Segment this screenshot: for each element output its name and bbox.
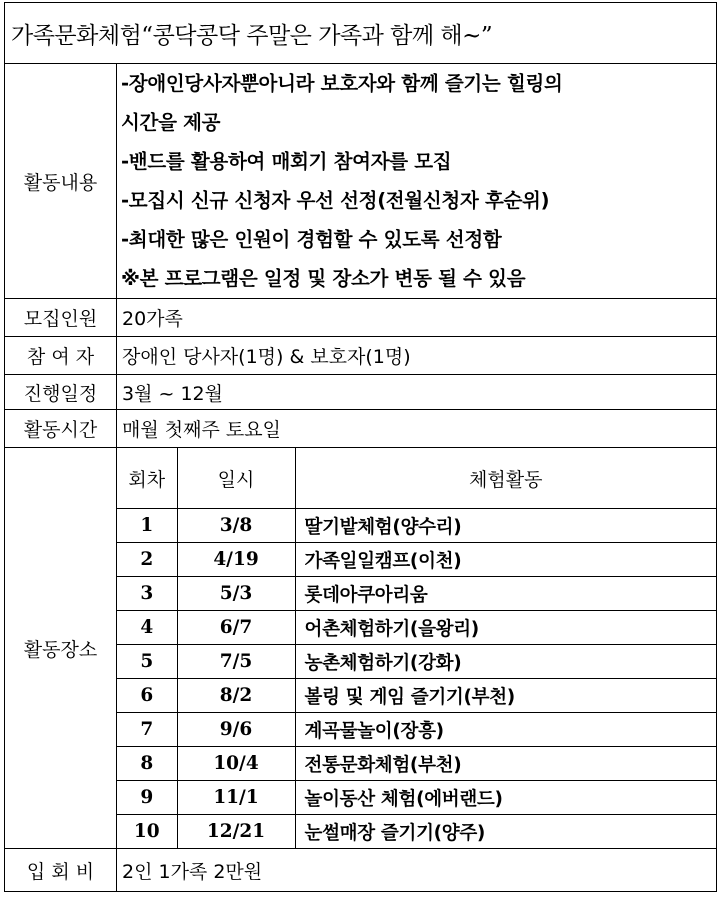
participants-label: 참 여 자: [5, 337, 117, 375]
content-line: -장애인당사자뿐아니라 보호자와 함께 즐기는 힐링의: [121, 72, 563, 95]
recruitment-label: 모집인원: [5, 299, 117, 337]
header-activity: 체험활동: [295, 448, 716, 509]
recruitment-value: 20가족: [117, 299, 717, 337]
session-activity: 볼링 및 게임 즐기기(부천): [295, 679, 716, 713]
session-activity: 딸기밭체험(양수리): [295, 509, 716, 543]
session-number: 4: [117, 611, 177, 645]
session-number: 9: [117, 781, 177, 815]
schedule-row: [117, 577, 716, 611]
activity-time-value: 매월 첫째주 토요일: [117, 410, 717, 448]
schedule-row: [117, 747, 716, 781]
session-date: 7/5: [177, 645, 295, 679]
schedule-row: [117, 645, 716, 679]
session-activity: 어촌체험하기(을왕리): [295, 611, 716, 645]
session-activity: 전통문화체험(부천): [295, 747, 716, 781]
schedule-row: [117, 543, 716, 577]
session-activity: 눈썰매장 즐기기(양주): [295, 815, 716, 849]
session-number: 7: [117, 713, 177, 747]
schedule-period-value: 3월 ~ 12월: [117, 375, 717, 410]
participants-value: 장애인 당사자(1명) & 보호자(1명): [117, 337, 717, 375]
program-table: [4, 2, 717, 892]
session-date: 9/6: [177, 713, 295, 747]
content-line: -모집시 신규 신청자 우선 선정(전월신청자 후순위): [121, 189, 550, 212]
session-number: 3: [117, 577, 177, 611]
session-date: 4/19: [177, 543, 295, 577]
header-no: 회차: [117, 448, 177, 509]
activity-time-label: 활동시간: [5, 410, 117, 448]
fee-value: 2인 1가족 2만원: [117, 849, 717, 892]
activity-place-label: 활동장소: [5, 448, 117, 849]
document-title: 가족문화체험“콩닥콩닥 주말은 가족과 함께 해~”: [5, 3, 717, 64]
session-date: 6/7: [177, 611, 295, 645]
schedule-row: [117, 713, 716, 747]
schedule-cell: [117, 448, 717, 849]
session-number: 6: [117, 679, 177, 713]
session-activity: 롯데아쿠아리움: [295, 577, 716, 611]
header-date: 일시: [177, 448, 295, 509]
session-date: 10/4: [177, 747, 295, 781]
session-activity: 계곡물놀이(장흥): [295, 713, 716, 747]
schedule-period-label: 진행일정: [5, 375, 117, 410]
session-date: 11/1: [177, 781, 295, 815]
session-date: 8/2: [177, 679, 295, 713]
session-activity: 농촌체험하기(강화): [295, 645, 716, 679]
schedule-row: [117, 679, 716, 713]
session-number: 1: [117, 509, 177, 543]
content-line: -최대한 많은 인원이 경험할 수 있도록 선정함: [121, 228, 502, 251]
schedule-table: [117, 448, 716, 848]
activity-content-cell: [117, 64, 717, 299]
session-date: 12/21: [177, 815, 295, 849]
schedule-row: [117, 815, 716, 849]
fee-label: 입 회 비: [5, 849, 117, 892]
activity-content-label: 활동내용: [5, 64, 117, 299]
schedule-row: [117, 509, 716, 543]
session-date: 5/3: [177, 577, 295, 611]
session-number: 5: [117, 645, 177, 679]
session-activity: 가족일일캠프(이천): [295, 543, 716, 577]
session-number: 8: [117, 747, 177, 781]
session-date: 3/8: [177, 509, 295, 543]
content-line: 시간을 제공: [121, 111, 221, 134]
session-activity: 놀이동산 체험(에버랜드): [295, 781, 716, 815]
session-number: 2: [117, 543, 177, 577]
schedule-row: [117, 611, 716, 645]
schedule-header-row: [117, 448, 716, 509]
content-line: ※본 프로그램은 일정 및 장소가 변동 될 수 있음: [121, 267, 526, 290]
content-line: -밴드를 활용하여 매회기 참여자를 모집: [121, 150, 452, 173]
schedule-row: [117, 781, 716, 815]
session-number: 10: [117, 815, 177, 849]
